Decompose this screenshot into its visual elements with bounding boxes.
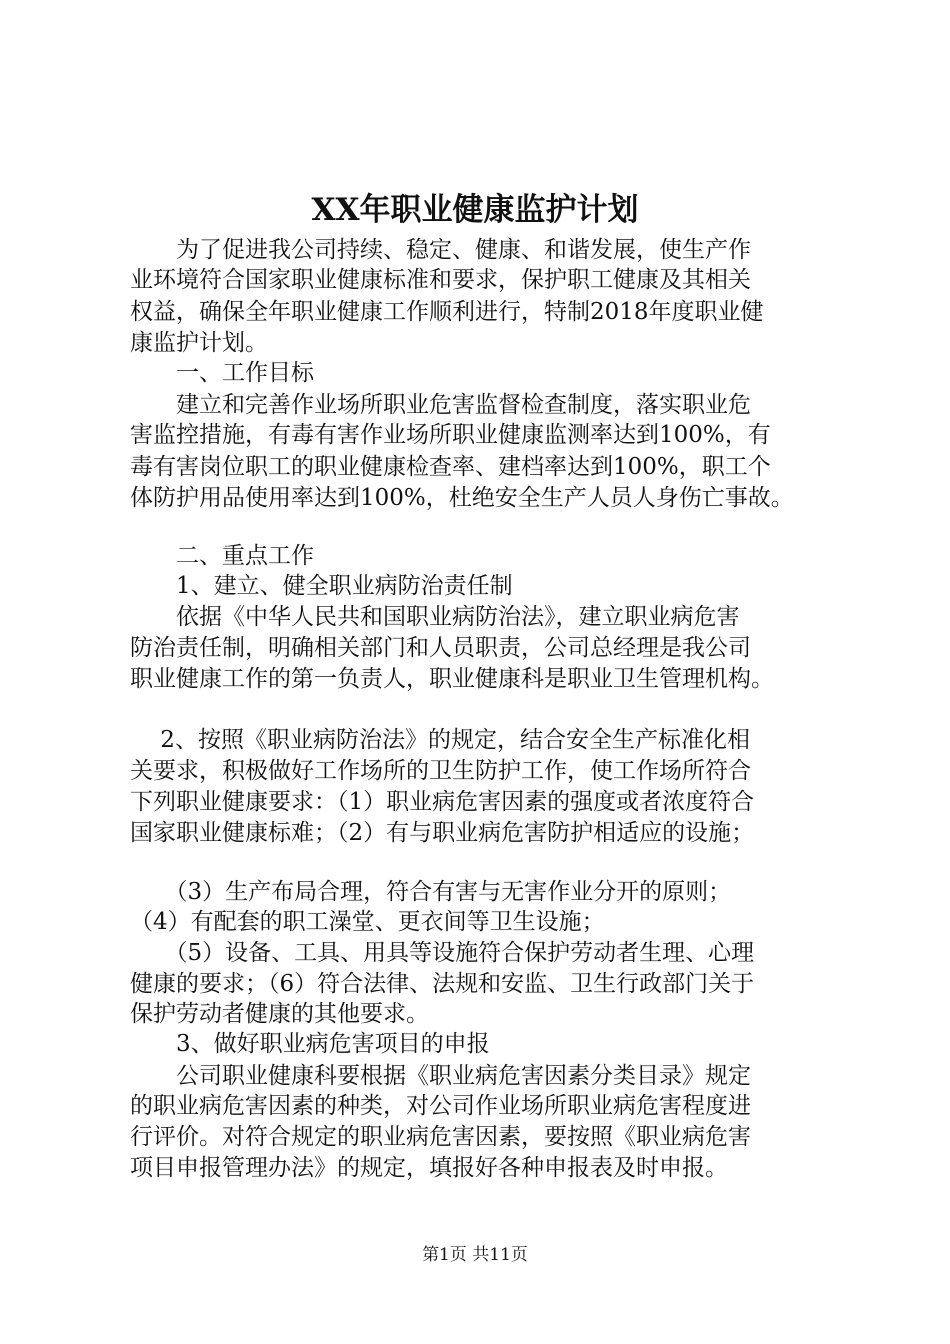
subsection-heading: 1、建立、健全职业病防治责任制	[130, 573, 513, 599]
document-title: XX年职业健康监护计划	[311, 192, 639, 228]
body-line: 下列职业健康要求：（1）职业病危害因素的强度或者浓度符合	[130, 789, 755, 815]
section-heading: 二、重点工作	[130, 543, 314, 569]
body-line: （5）设备、工具、用具等设施符合保护劳动者生理、心理	[130, 940, 755, 966]
body-line: 公司职业健康科要根据《职业病危害因素分类目录》规定	[130, 1063, 751, 1089]
section-heading: 一、工作目标	[130, 360, 314, 386]
body-line: 关要求，积极做好工作场所的卫生防护工作，使工作场所符合	[130, 758, 751, 784]
body-line: 职业健康工作的第一负责人，职业健康科是职业卫生管理机构。	[130, 666, 774, 692]
body-line: 毒有害岗位职工的职业健康检查率、建档率达到100%，职工个	[130, 454, 771, 480]
body-line: 建立和完善作业场所职业危害监督检查制度，落实职业危	[130, 392, 751, 418]
body-line: 国家职业健康标难；（2）有与职业病危害防护相适应的设施；	[130, 820, 755, 846]
body-line: 保护劳动者健康的其他要求。	[130, 1001, 429, 1027]
body-line: 依据《中华人民共和国职业病防治法》，建立职业病危害	[130, 604, 740, 630]
body-line: 体防护用品使用率达到100%，杜绝安全生产人员人身伤亡事故。	[130, 485, 794, 511]
body-line: （3）生产布局合理，符合有害与无害作业分开的原则；	[130, 879, 732, 905]
page-number-footer: 第1页 共11页	[422, 1245, 528, 1265]
subsection-heading: 3、做好职业病危害项目的申报	[130, 1031, 490, 1057]
body-line: 2、按照《职业病防治法》的规定，结合安全生产标准化相	[130, 727, 750, 753]
body-line: 防治责任制，明确相关部门和人员职责，公司总经理是我公司	[130, 635, 751, 661]
body-line: 项目申报管理办法》的规定，填报好各种申报表及时申报。	[130, 1155, 728, 1181]
body-line: 行评价。对符合规定的职业病危害因素，要按照《职业病危害	[130, 1124, 751, 1150]
body-line: （4）有配套的职工澡堂、更衣间等卫生设施；	[130, 909, 605, 935]
body-line: 的职业病危害因素的种类，对公司作业场所职业病危害程度进	[130, 1093, 751, 1119]
body-line: 为了促进我公司持续、稳定、健康、和谐发展，使生产作	[130, 237, 751, 263]
body-line: 业环境符合国家职业健康标准和要求，保护职工健康及其相关	[130, 267, 751, 293]
body-line: 害监控措施，有毒有害作业场所职业健康监测率达到100%，有	[130, 422, 771, 448]
body-line: 康监护计划。	[130, 330, 268, 356]
body-line: 权益，确保全年职业健康工作顺利进行，特制2018年度职业健	[130, 299, 764, 325]
body-line: 健康的要求；（6）符合法律、法规和安监、卫生行政部门关于	[130, 971, 755, 997]
